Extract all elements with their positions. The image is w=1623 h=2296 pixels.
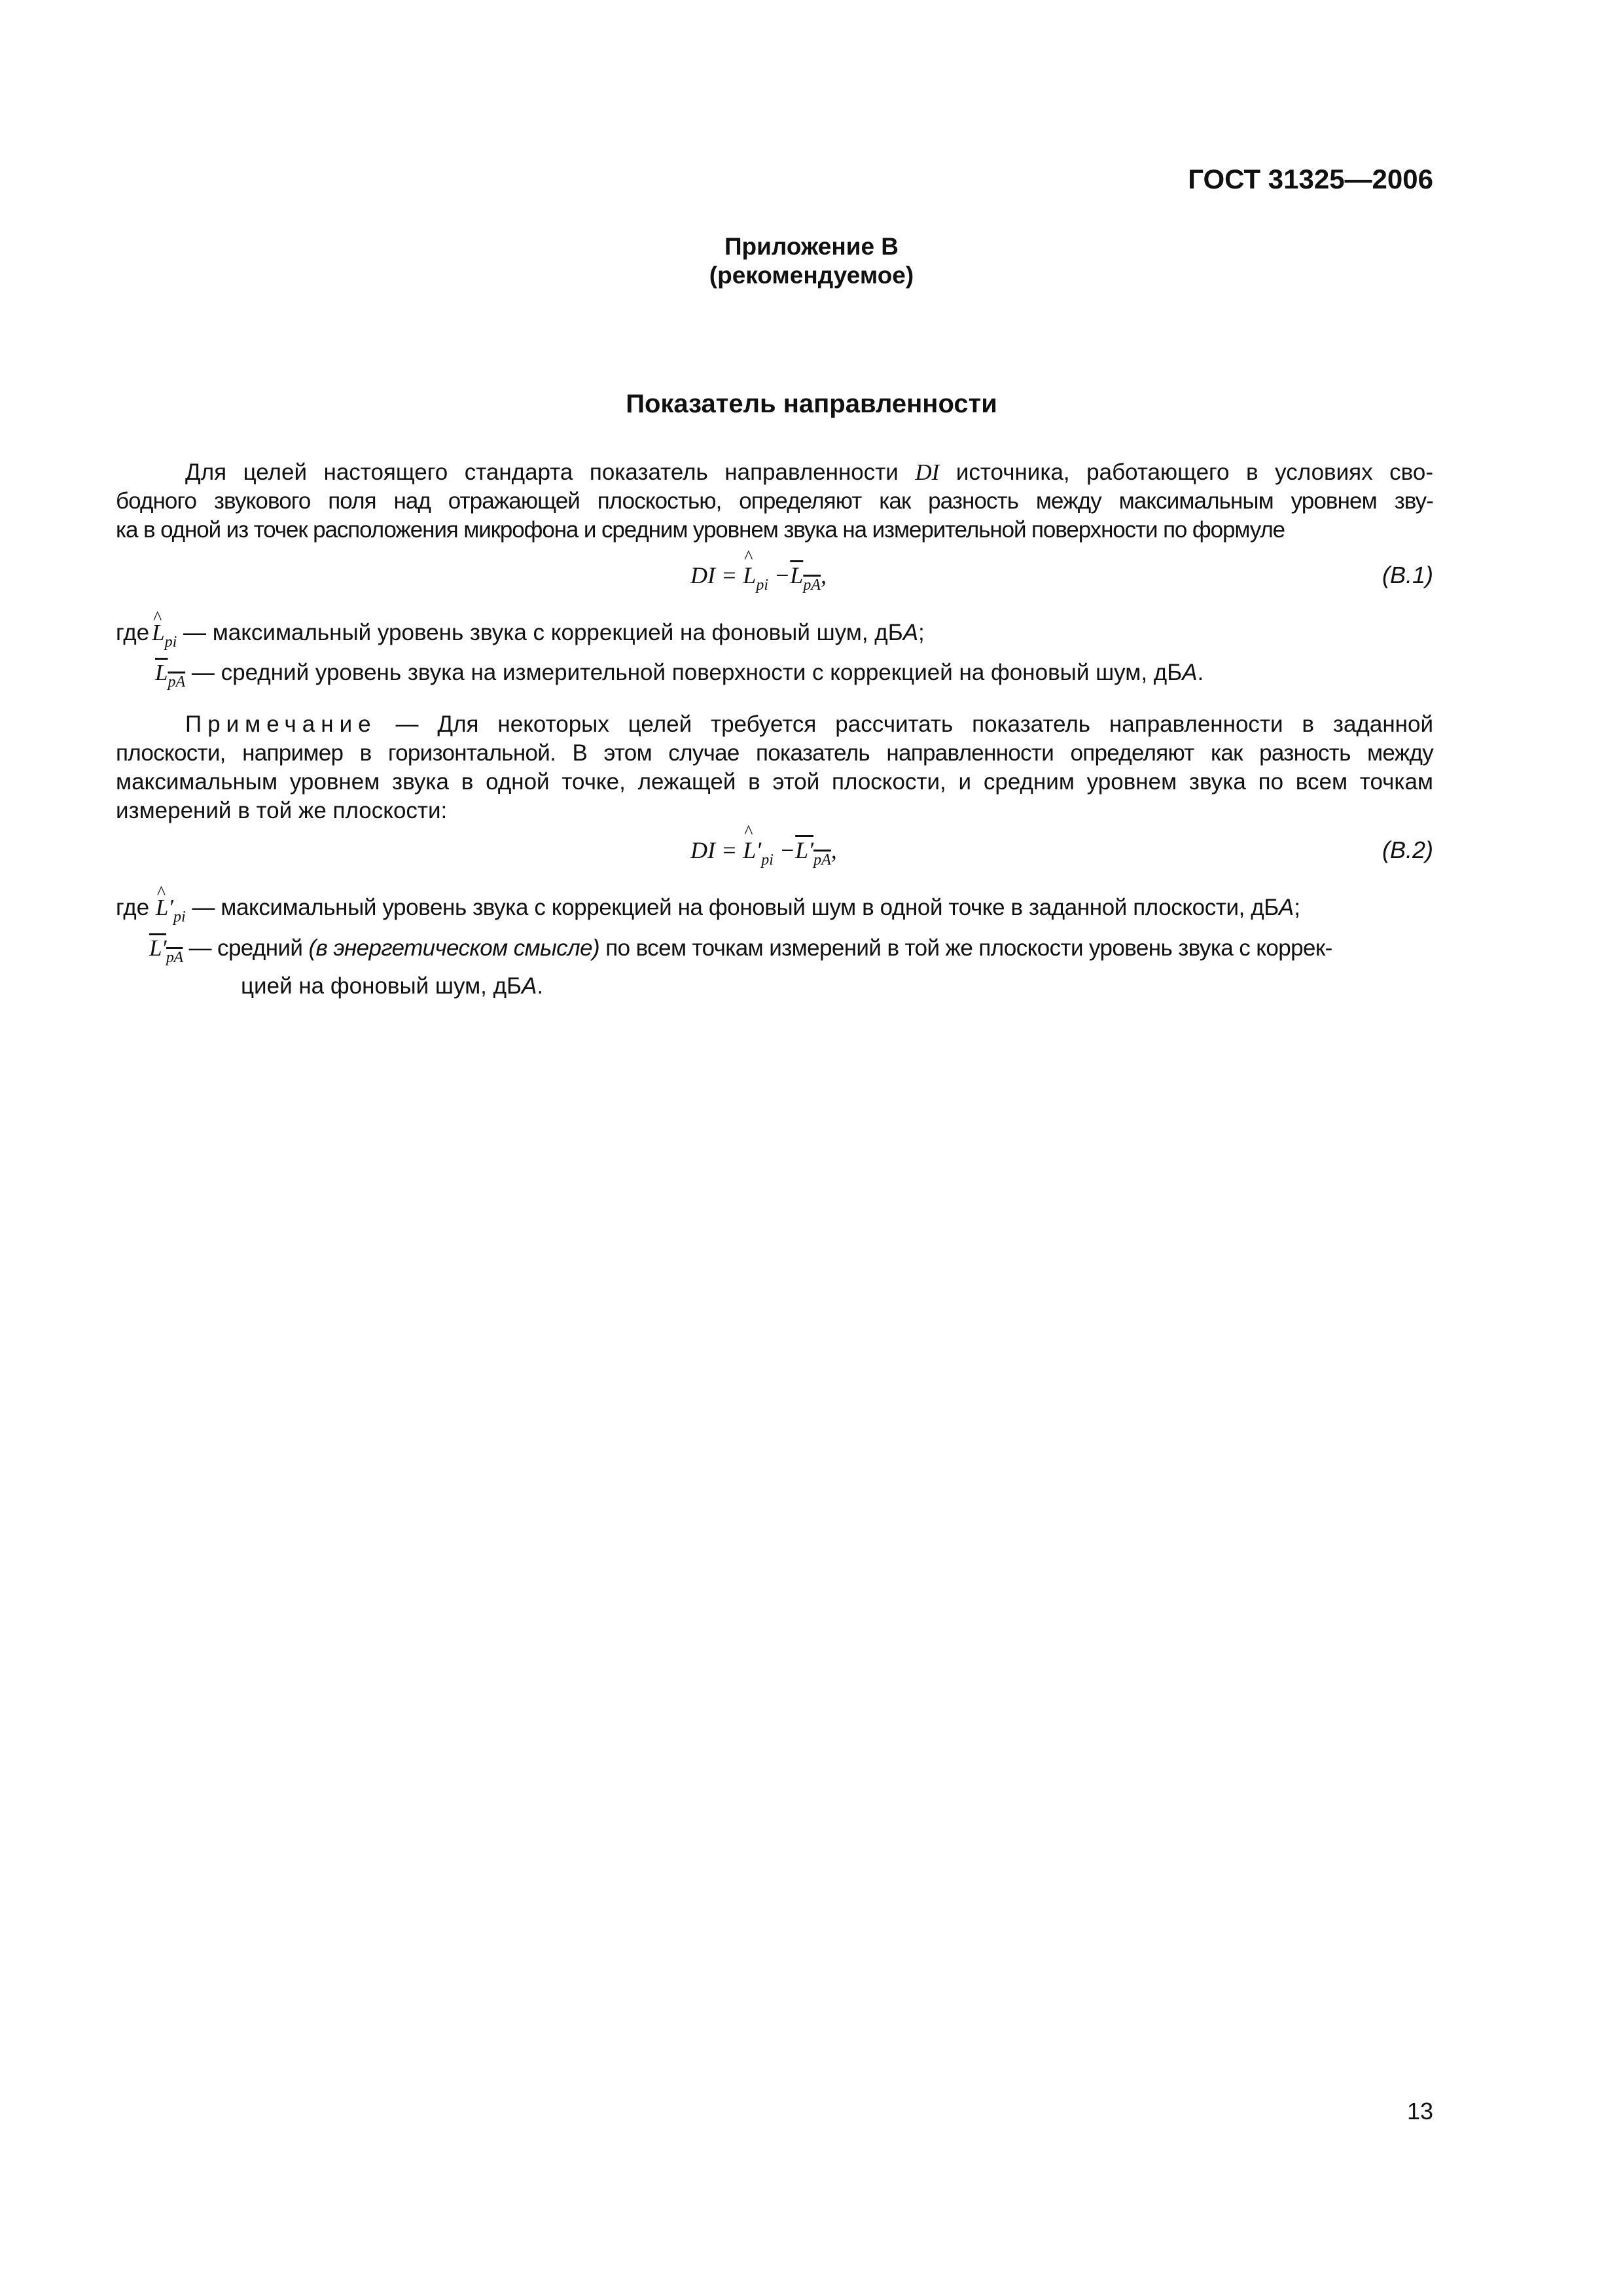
formula-b2-expression: DI = ^ $L'_{pi} -L'_{pA}$, bbox=[690, 836, 837, 869]
note-line-2: плоскости, например в горизонтальной. В этом случае показатель направленности определяют как разность между bbox=[116, 740, 1433, 766]
page-number: 13 bbox=[1406, 2098, 1433, 2125]
where1-item1: где^ $L_{pi}$ — максимальный уровень звука с коррекцией на фоновый шум, дБA; bbox=[116, 619, 925, 656]
section-title: Показатель направленности bbox=[626, 389, 997, 418]
appendix-status: (рекомендуемое) bbox=[709, 262, 914, 289]
hat-accent: ^ L bbox=[743, 562, 756, 589]
formula-b2 bbox=[0, 836, 1623, 869]
appendix-title: Приложение В bbox=[724, 233, 899, 260]
note-line-3: максимальным уровнем звука в одной точке, лежащей в этой плоскости, и средним уровнем звука по всем точкам bbox=[116, 769, 1433, 795]
formula-b2-number: (В.2) bbox=[1382, 836, 1433, 863]
intro-line-3: ка в одной из точек расположения микрофона и средним уровнем звука на измерительной поверхности по формуле bbox=[116, 517, 1285, 543]
di-symbol: DI bbox=[915, 459, 940, 485]
formula-b1-expression: DI = ^ $L_{pi} -L_{pA}$, bbox=[690, 562, 827, 594]
intro-line-1: Для целей настоящего стандарта показатель направленности DI источника, работающего в условиях сво- bbox=[185, 459, 1433, 485]
note-paragraph bbox=[116, 710, 1433, 825]
note-line-1: Примечание — Для некоторых целей требуется рассчитать показатель направленности в заданной bbox=[185, 711, 1433, 737]
intro-paragraph bbox=[116, 458, 1433, 545]
hat-accent: ^ L′ bbox=[743, 836, 761, 864]
where2-item2: $L'_{pA}$ — средний (в энергетическом смысле) по всем точкам измерений в той же плоскости уровень звука с коррек- цией на фоновый шум, дБA. bbox=[149, 935, 1332, 999]
formula-b1-number: (В.1) bbox=[1382, 562, 1433, 588]
note-label: Примечание bbox=[185, 711, 377, 737]
where2-item1: где ^ $L'_{pi}$ — максимальный уровень звука с коррекцией на фоновый шум в одной точке в заданной плоскости, дБA; bbox=[116, 893, 1300, 931]
note-line-4: измерений в той же плоскости: bbox=[116, 798, 448, 823]
formula-b1 bbox=[0, 562, 1623, 594]
where1-item2: $L_{pA}$ — средний уровень звука на измерительной поверхности с коррекцией на фоновый шум, дБA. bbox=[155, 660, 1204, 691]
standard-code: ГОСТ 31325—2006 bbox=[1188, 164, 1433, 194]
intro-line-2: бодного звукового поля над отражающей плоскостью, определяют как разность между максимальным уровнем зву- bbox=[116, 488, 1433, 514]
